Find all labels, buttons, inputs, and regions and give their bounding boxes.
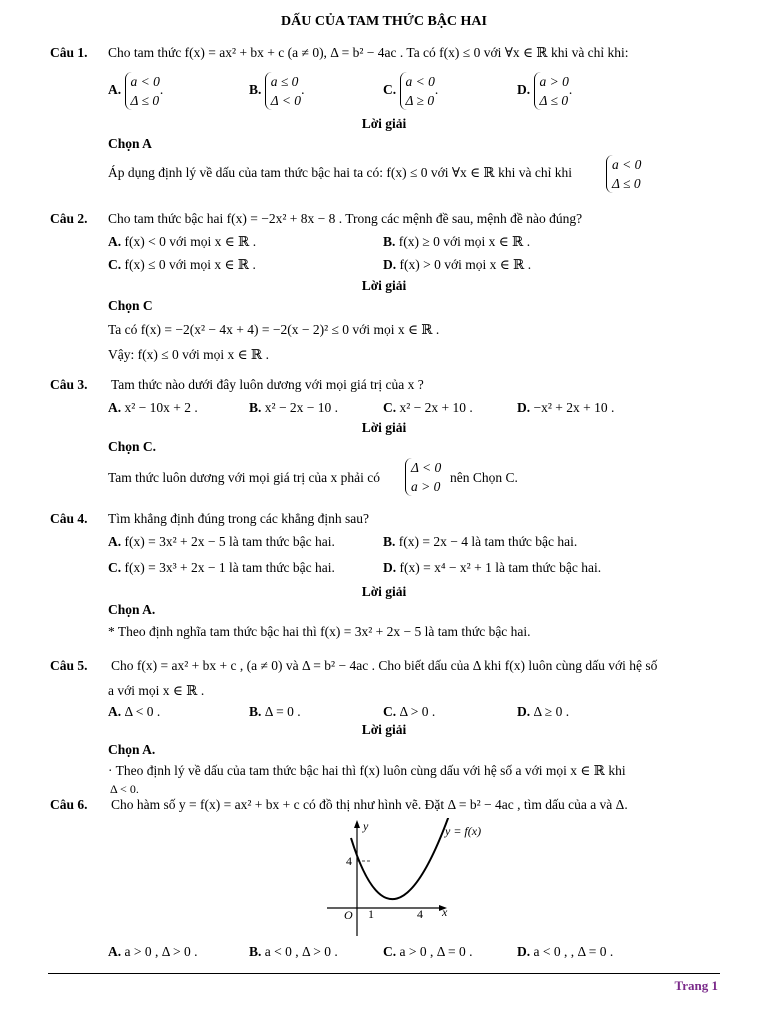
option-label: A.: [108, 400, 122, 415]
option-label: C.: [383, 944, 397, 959]
q1-option-b: B. a ≤ 0 Δ < 0.: [249, 74, 305, 108]
q4-solution-heading: Lời giải: [361, 584, 407, 599]
q1-explanation: Áp dụng định lý về dấu của tam thức bậc hai ta có: f(x) ≤ 0 với ∀x ∈ ℝ khi và chỉ khi: [108, 165, 572, 180]
option-label: D.: [383, 560, 397, 575]
option-label: D.: [517, 82, 531, 98]
q5-text: Cho f(x) = ax² + bx + c , (a ≠ 0) và Δ = b² − 4ac . Cho biết dấu của Δ khi f(x) luôn cùng dấu với hệ số: [111, 658, 658, 673]
option-label: B.: [249, 704, 262, 719]
q2-option-b: B. f(x) ≥ 0 với mọi x ∈ ℝ .: [383, 234, 531, 249]
q5-option-b: B. Δ = 0 .: [249, 704, 301, 719]
function-label: y = f(x): [445, 824, 482, 838]
q2-answer: Chọn C: [108, 298, 153, 313]
q3-explanation-tail: nên Chọn C.: [450, 470, 518, 485]
q4-option-d: D. f(x) = x⁴ − x² + 1 là tam thức bậc hai.: [383, 560, 602, 575]
option-label: B.: [383, 534, 396, 549]
q5-option-d: D. Δ ≥ 0 .: [517, 704, 570, 719]
q6-number: Câu 6.: [50, 797, 88, 812]
q3-option-d: D. −x² + 2x + 10 .: [517, 400, 615, 415]
q3-explanation: Tam thức luôn dương với mọi giá trị của x phải có: [108, 470, 381, 485]
q3-option-a: A. x² − 10x + 2 .: [108, 400, 198, 415]
option-label: B.: [249, 82, 262, 98]
q5-answer: Chọn A.: [108, 742, 156, 757]
q1-solution-heading: Lời giải: [361, 116, 407, 131]
option-label: C.: [383, 704, 397, 719]
system-brace: a > 0 Δ ≤ 0: [534, 72, 569, 110]
q4-answer: Chọn A.: [108, 602, 156, 617]
q5-option-c: C. Δ > 0 .: [383, 704, 436, 719]
option-label: B.: [249, 944, 262, 959]
q3-answer: Chọn C.: [108, 439, 157, 454]
q3-text: Tam thức nào dưới đây luôn dương với mọi giá trị của x ?: [111, 377, 424, 392]
option-label: C.: [383, 82, 397, 98]
q5-explanation: · Theo định lý về dấu của tam thức bậc hai thì f(x) luôn cùng dấu với hệ số a với mọi x ∈ ℝ khi: [108, 763, 626, 778]
page-number: Trang 1: [674, 978, 718, 993]
q2-option-c: C. f(x) ≤ 0 với mọi x ∈ ℝ .: [108, 257, 256, 272]
parabola-graph: [325, 818, 505, 938]
q4-option-c: C. f(x) = 3x³ + 2x − 1 là tam thức bậc hai.: [108, 560, 335, 575]
q6-option-d: D. a < 0 , , Δ = 0 .: [517, 944, 614, 959]
option-label: B.: [383, 234, 396, 249]
q4-number: Câu 4.: [50, 511, 88, 526]
option-label: D.: [517, 704, 531, 719]
system-brace: a < 0 Δ ≥ 0: [400, 72, 435, 110]
q5-option-a: A. Δ < 0 .: [108, 704, 161, 719]
option-label: D.: [517, 944, 531, 959]
option-label: A.: [108, 944, 122, 959]
q4-option-b: B. f(x) = 2x − 4 là tam thức bậc hai.: [383, 534, 578, 549]
q3-solution-heading: Lời giải: [361, 420, 407, 435]
q4-option-a: A. f(x) = 3x² + 2x − 5 là tam thức bậc hai.: [108, 534, 335, 549]
q2-option-d: D. f(x) > 0 với mọi x ∈ ℝ .: [383, 257, 532, 272]
q5-explanation-continued: Δ < 0.: [110, 782, 139, 796]
q1-text: Cho tam thức f(x) = ax² + bx + c (a ≠ 0), Δ = b² − 4ac . Ta có f(x) ≤ 0 với ∀x ∈ ℝ khi và chỉ khi:: [108, 45, 629, 60]
option-label: C.: [383, 400, 397, 415]
option-label: B.: [249, 400, 262, 415]
system-brace: a < 0 Δ ≤ 0: [125, 72, 160, 110]
q2-option-a: A. f(x) < 0 với mọi x ∈ ℝ .: [108, 234, 257, 249]
q6-option-b: B. a < 0 , Δ > 0 .: [249, 944, 338, 959]
option-label: A.: [108, 534, 122, 549]
q1-option-a: A. a < 0 Δ ≤ 0.: [108, 74, 164, 108]
q2-text: Cho tam thức bậc hai f(x) = −2x² + 8x − 8 . Trong các mệnh đề sau, mệnh đề nào đúng?: [108, 211, 583, 226]
option-label: A.: [108, 704, 122, 719]
tick-label-x-1: 1: [368, 907, 374, 921]
x-axis-label: x: [442, 905, 448, 919]
system-brace: a ≤ 0 Δ < 0: [265, 72, 301, 110]
option-label: A.: [108, 234, 122, 249]
q3-explanation-system: [405, 458, 441, 496]
q1-answer: Chọn A: [108, 136, 152, 151]
q5-solution-heading: Lời giải: [361, 722, 407, 737]
q6-text: Cho hàm số y = f(x) = ax² + bx + c có đồ thị như hình vẽ. Đặt Δ = b² − 4ac , tìm dấu của a và Δ.: [111, 797, 628, 812]
origin-label: O: [344, 908, 353, 922]
q4-text: Tìm khẳng định đúng trong các khẳng định sau?: [108, 511, 369, 526]
q4-explanation: * Theo định nghĩa tam thức bậc hai thì f(x) = 3x² + 2x − 5 là tam thức bậc hai.: [108, 624, 531, 639]
q2-solution-heading: Lời giải: [361, 278, 407, 293]
system-brace: Δ < 0 a > 0: [405, 458, 441, 496]
q2-step-1: Ta có f(x) = −2(x² − 4x + 4) = −2(x − 2)² ≤ 0 với mọi x ∈ ℝ .: [108, 322, 440, 337]
q3-option-c: C. x² − 2x + 10 .: [383, 400, 473, 415]
q2-number: Câu 2.: [50, 211, 88, 226]
tick-label-y-4: 4: [346, 854, 352, 868]
y-axis-label: y: [363, 819, 369, 833]
q2-step-2: Vậy: f(x) ≤ 0 với mọi x ∈ ℝ .: [108, 347, 269, 362]
option-label: D.: [383, 257, 397, 272]
q1-option-c: C. a < 0 Δ ≥ 0.: [383, 74, 439, 108]
q5-text-continued: a với mọi x ∈ ℝ .: [108, 683, 205, 698]
q3-number: Câu 3.: [50, 377, 88, 392]
system-brace: a < 0 Δ ≤ 0: [606, 155, 641, 193]
q6-option-c: C. a > 0 , Δ = 0 .: [383, 944, 473, 959]
y-axis-arrow: [354, 820, 360, 828]
q1-number: Câu 1.: [50, 45, 88, 60]
footer-divider: [48, 973, 720, 974]
option-label: C.: [108, 257, 122, 272]
q5-number: Câu 5.: [50, 658, 88, 673]
option-label: A.: [108, 82, 122, 98]
option-label: C.: [108, 560, 122, 575]
q1-option-d: D. a > 0 Δ ≤ 0.: [517, 74, 573, 108]
q6-option-a: A. a > 0 , Δ > 0 .: [108, 944, 198, 959]
tick-label-x-4: 4: [417, 907, 423, 921]
q1-explanation-system: [606, 155, 641, 193]
q3-option-b: B. x² − 2x − 10 .: [249, 400, 339, 415]
option-label: D.: [517, 400, 531, 415]
page-title: DẤU CỦA TAM THỨC BẬC HAI: [281, 14, 487, 29]
